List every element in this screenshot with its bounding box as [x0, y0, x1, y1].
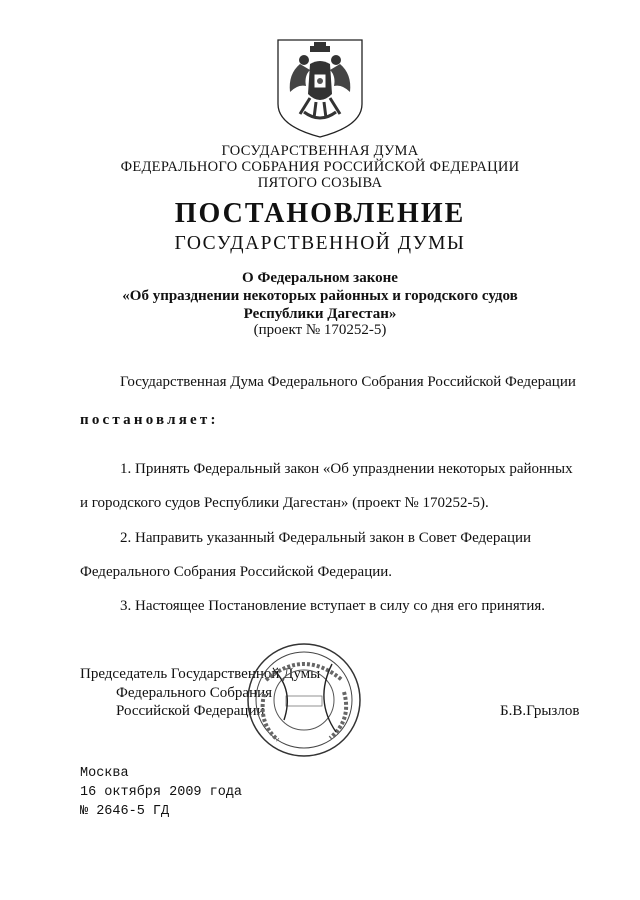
item-1-line-2: и городского судов Республики Дагестан» (проект № 170252-5).	[80, 495, 489, 511]
org-line-1: ГОСУДАРСТВЕННАЯ ДУМА	[221, 143, 419, 159]
item-1-line-1: 1. Принять Федеральный закон «Об упразднении некоторых районных	[120, 461, 573, 477]
signatory-position-line-1: Председатель Государственной Думы	[80, 666, 321, 682]
project-number: (проект № 170252-5)	[253, 322, 387, 338]
org-line-2: ФЕДЕРАЛЬНОГО СОБРАНИЯ РОССИЙСКОЙ ФЕДЕРАЦИИ	[120, 159, 520, 175]
signatory-name: Б.В.Грызлов	[500, 703, 580, 719]
org-line-3: ПЯТОГО СОЗЫВА	[257, 175, 383, 191]
state-emblem	[270, 34, 370, 140]
signatory-position-line-2: Федерального Собрания	[116, 685, 273, 701]
footer-date: 16 октября 2009 года	[80, 785, 243, 800]
document-title: ПОСТАНОВЛЕНИЕ	[174, 198, 466, 229]
document-subtitle: ГОСУДАРСТВЕННОЙ ДУМЫ	[174, 233, 466, 254]
item-2-line-1: 2. Направить указанный Федеральный закон в Совет Федерации	[120, 530, 532, 546]
footer-city: Москва	[80, 766, 129, 781]
item-3-line-1: 3. Настоящее Постановление вступает в силу со дня его принятия.	[120, 598, 546, 614]
official-seal	[244, 640, 364, 760]
signatory-position-line-3: Российской Федерации	[116, 703, 265, 719]
round-official-seal-icon	[244, 640, 364, 760]
resolves-word: постановляет:	[80, 412, 219, 428]
item-2-line-2: Федерального Собрания Российской Федерации.	[80, 564, 393, 580]
double-headed-eagle-emblem-icon	[270, 34, 370, 140]
subject-line-3: Республики Дагестан»	[243, 306, 397, 322]
subject-line-2: «Об упразднении некоторых районных и городского судов	[122, 288, 518, 304]
footer-number: № 2646-5 ГД	[80, 804, 170, 819]
subject-line-1: О Федеральном законе	[242, 270, 398, 286]
intro-paragraph: Государственная Дума Федерального Собрания Российской Федерации	[120, 374, 576, 390]
